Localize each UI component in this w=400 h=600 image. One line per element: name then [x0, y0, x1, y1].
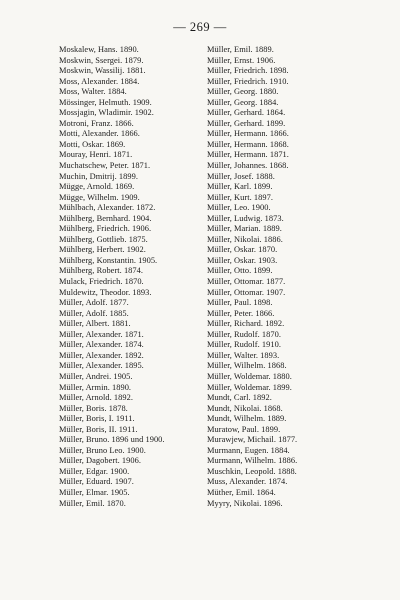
list-item: Muschkin, Leopold. 1888.: [207, 466, 297, 476]
list-item: Müller, Albert. 1881.: [59, 319, 131, 329]
list-item: Müller, Gerhard. 1899.: [207, 118, 286, 128]
list-item: Mossjagin, Wladimir. 1902.: [59, 108, 154, 118]
list-item: Müller, Oskar. 1903.: [207, 255, 278, 265]
list-item: Müller, Emil. 1889.: [207, 45, 274, 54]
list-item: Müller, Otto. 1899.: [207, 266, 273, 276]
list-item: Motti, Alexander. 1866.: [59, 129, 140, 139]
list-item: Müller, Ernst. 1906.: [207, 55, 276, 65]
list-item: Müller, Bruno. 1896 und 1900.: [59, 435, 165, 445]
list-item: Müller, Ludwig. 1873.: [207, 213, 284, 223]
list-item: Moskwin, Ssergei. 1879.: [59, 55, 144, 65]
list-item: Müller, Rudolf. 1870.: [207, 329, 281, 339]
list-item: Mundt, Wilhelm. 1889.: [207, 414, 287, 424]
list-item: Müller, Georg. 1884.: [207, 97, 279, 107]
list-item: Mühlberg, Friedrich. 1906.: [59, 224, 152, 234]
list-item: Mügge, Wilhelm. 1909.: [59, 192, 140, 202]
list-item: Müller, Paul. 1898.: [207, 298, 273, 308]
list-item: Mössinger, Helmuth. 1909.: [59, 97, 152, 107]
list-item: Müller, Richard. 1892.: [207, 319, 285, 329]
list-item: Müller, Leo. 1900.: [207, 203, 271, 213]
list-item: Muldewitz, Theodor. 1893.: [59, 287, 152, 297]
list-item: Mühlberg, Gottlieb. 1875.: [59, 234, 148, 244]
list-item: Müller, Hermann. 1866.: [207, 129, 289, 139]
list-item: Mouray, Henri. 1871.: [59, 150, 133, 160]
page-number: — 269 —: [173, 20, 227, 34]
list-item: Muchin, Dmitrij. 1899.: [59, 171, 139, 181]
list-item: Mühlberg, Herbert. 1902.: [59, 245, 146, 255]
list-item: Murmann, Wilhelm. 1886.: [207, 456, 298, 466]
list-item: Müller, Bruno Leo. 1900.: [59, 445, 146, 455]
list-item: Müller, Alexander. 1892.: [59, 350, 144, 360]
list-item: Müller, Peter. 1866.: [207, 308, 275, 318]
list-item: Moskalew, Hans. 1890.: [59, 45, 139, 54]
list-item: Muchatschew, Peter. 1871.: [59, 161, 151, 171]
list-item: Müller, Edgar. 1900.: [59, 466, 130, 476]
list-item: Mügge, Arnold. 1869.: [59, 182, 135, 192]
list-item: Müller, Rudolf. 1910.: [207, 340, 281, 350]
list-item: Müller, Woldemar. 1899.: [207, 382, 292, 392]
list-item: Motti, Oskar. 1869.: [59, 139, 126, 149]
list-item: Müller, Alexander. 1874.: [59, 340, 144, 350]
list-item: Müller, Kurt. 1897.: [207, 192, 273, 202]
list-item: Müller, Alexander. 1895.: [59, 361, 144, 371]
list-item: Mulack, Friedrich. 1870.: [59, 277, 144, 287]
list-item: Müller, Hermann. 1868.: [207, 139, 289, 149]
list-item: Müller, Wilhelm. 1868.: [207, 361, 287, 371]
list-item: Mühlbach, Alexander. 1872.: [59, 203, 156, 213]
list-item: Mühlberg, Robert. 1874.: [59, 266, 144, 276]
list-item: Myyry, Nikolai. 1896.: [207, 498, 283, 508]
list-item: Müller, Andrei. 1905.: [59, 371, 133, 381]
list-item: Moss, Alexander. 1884.: [59, 76, 140, 86]
list-item: Müller, Friedrich. 1910.: [207, 76, 289, 86]
list-item: Murmann, Eugen. 1884.: [207, 445, 290, 455]
list-item: Müller, Arnold. 1892.: [59, 393, 133, 403]
list-item: Müller, Adolf. 1885.: [59, 308, 129, 318]
list-item: Müller, Ottomar. 1877.: [207, 277, 286, 287]
list-item: Mühlberg, Bernhard. 1904.: [59, 213, 152, 223]
list-item: Müller, Karl. 1899.: [207, 182, 273, 192]
list-item: Müller, Friedrich. 1898.: [207, 66, 289, 76]
list-item: Müller, Boris, II. 1911.: [59, 424, 138, 434]
list-item: Müller, Marian. 1889.: [207, 224, 282, 234]
list-item: Müller, Johannes. 1868.: [207, 161, 289, 171]
list-item: Müller, Boris. 1878.: [59, 403, 128, 413]
list-item: Murawjew, Michail. 1877.: [207, 435, 298, 445]
list-item: Müller, Adolf. 1877.: [59, 298, 129, 308]
list-item: Moskwin, Wassilij. 1881.: [59, 66, 146, 76]
list-item: Müller, Oskar. 1870.: [207, 245, 278, 255]
list-item: Müther, Emil. 1864.: [207, 487, 276, 497]
list-item: Müller, Walter. 1893.: [207, 350, 280, 360]
list-item: Motroni, Franz. 1866.: [59, 118, 134, 128]
list-item: Muss, Alexander. 1874.: [207, 477, 288, 487]
right-column: [207, 45, 357, 509]
list-item: Müller, Georg. 1880.: [207, 87, 279, 97]
list-item: Muratow, Paul. 1899.: [207, 424, 281, 434]
list-item: Müller, Ottomar. 1907.: [207, 287, 286, 297]
list-item: Müller, Dagobert. 1906.: [59, 456, 141, 466]
list-item: Moss, Walter. 1884.: [59, 87, 127, 97]
list-item: Müller, Emil. 1870.: [59, 498, 126, 508]
list-item: Müller, Woldemar. 1880.: [207, 371, 292, 381]
list-item: Mundt, Carl. 1892.: [207, 393, 272, 403]
list-item: Mundt, Nikolai. 1868.: [207, 403, 283, 413]
list-item: Müller, Alexander. 1871.: [59, 329, 144, 339]
list-item: Müller, Josef. 1888.: [207, 171, 275, 181]
list-item: Müller, Hermann. 1871.: [207, 150, 289, 160]
list-item: Müller, Gerhard. 1864.: [207, 108, 286, 118]
list-item: Mühlberg, Konstantin. 1905.: [59, 255, 158, 265]
list-item: Müller, Boris, I. 1911.: [59, 414, 135, 424]
left-column: [59, 45, 199, 509]
list-item: Müller, Armin. 1890.: [59, 382, 132, 392]
list-item: Müller, Eduard. 1907.: [59, 477, 134, 487]
list-item: Müller, Elmar. 1905.: [59, 487, 130, 497]
list-item: Müller, Nikolai. 1886.: [207, 234, 283, 244]
